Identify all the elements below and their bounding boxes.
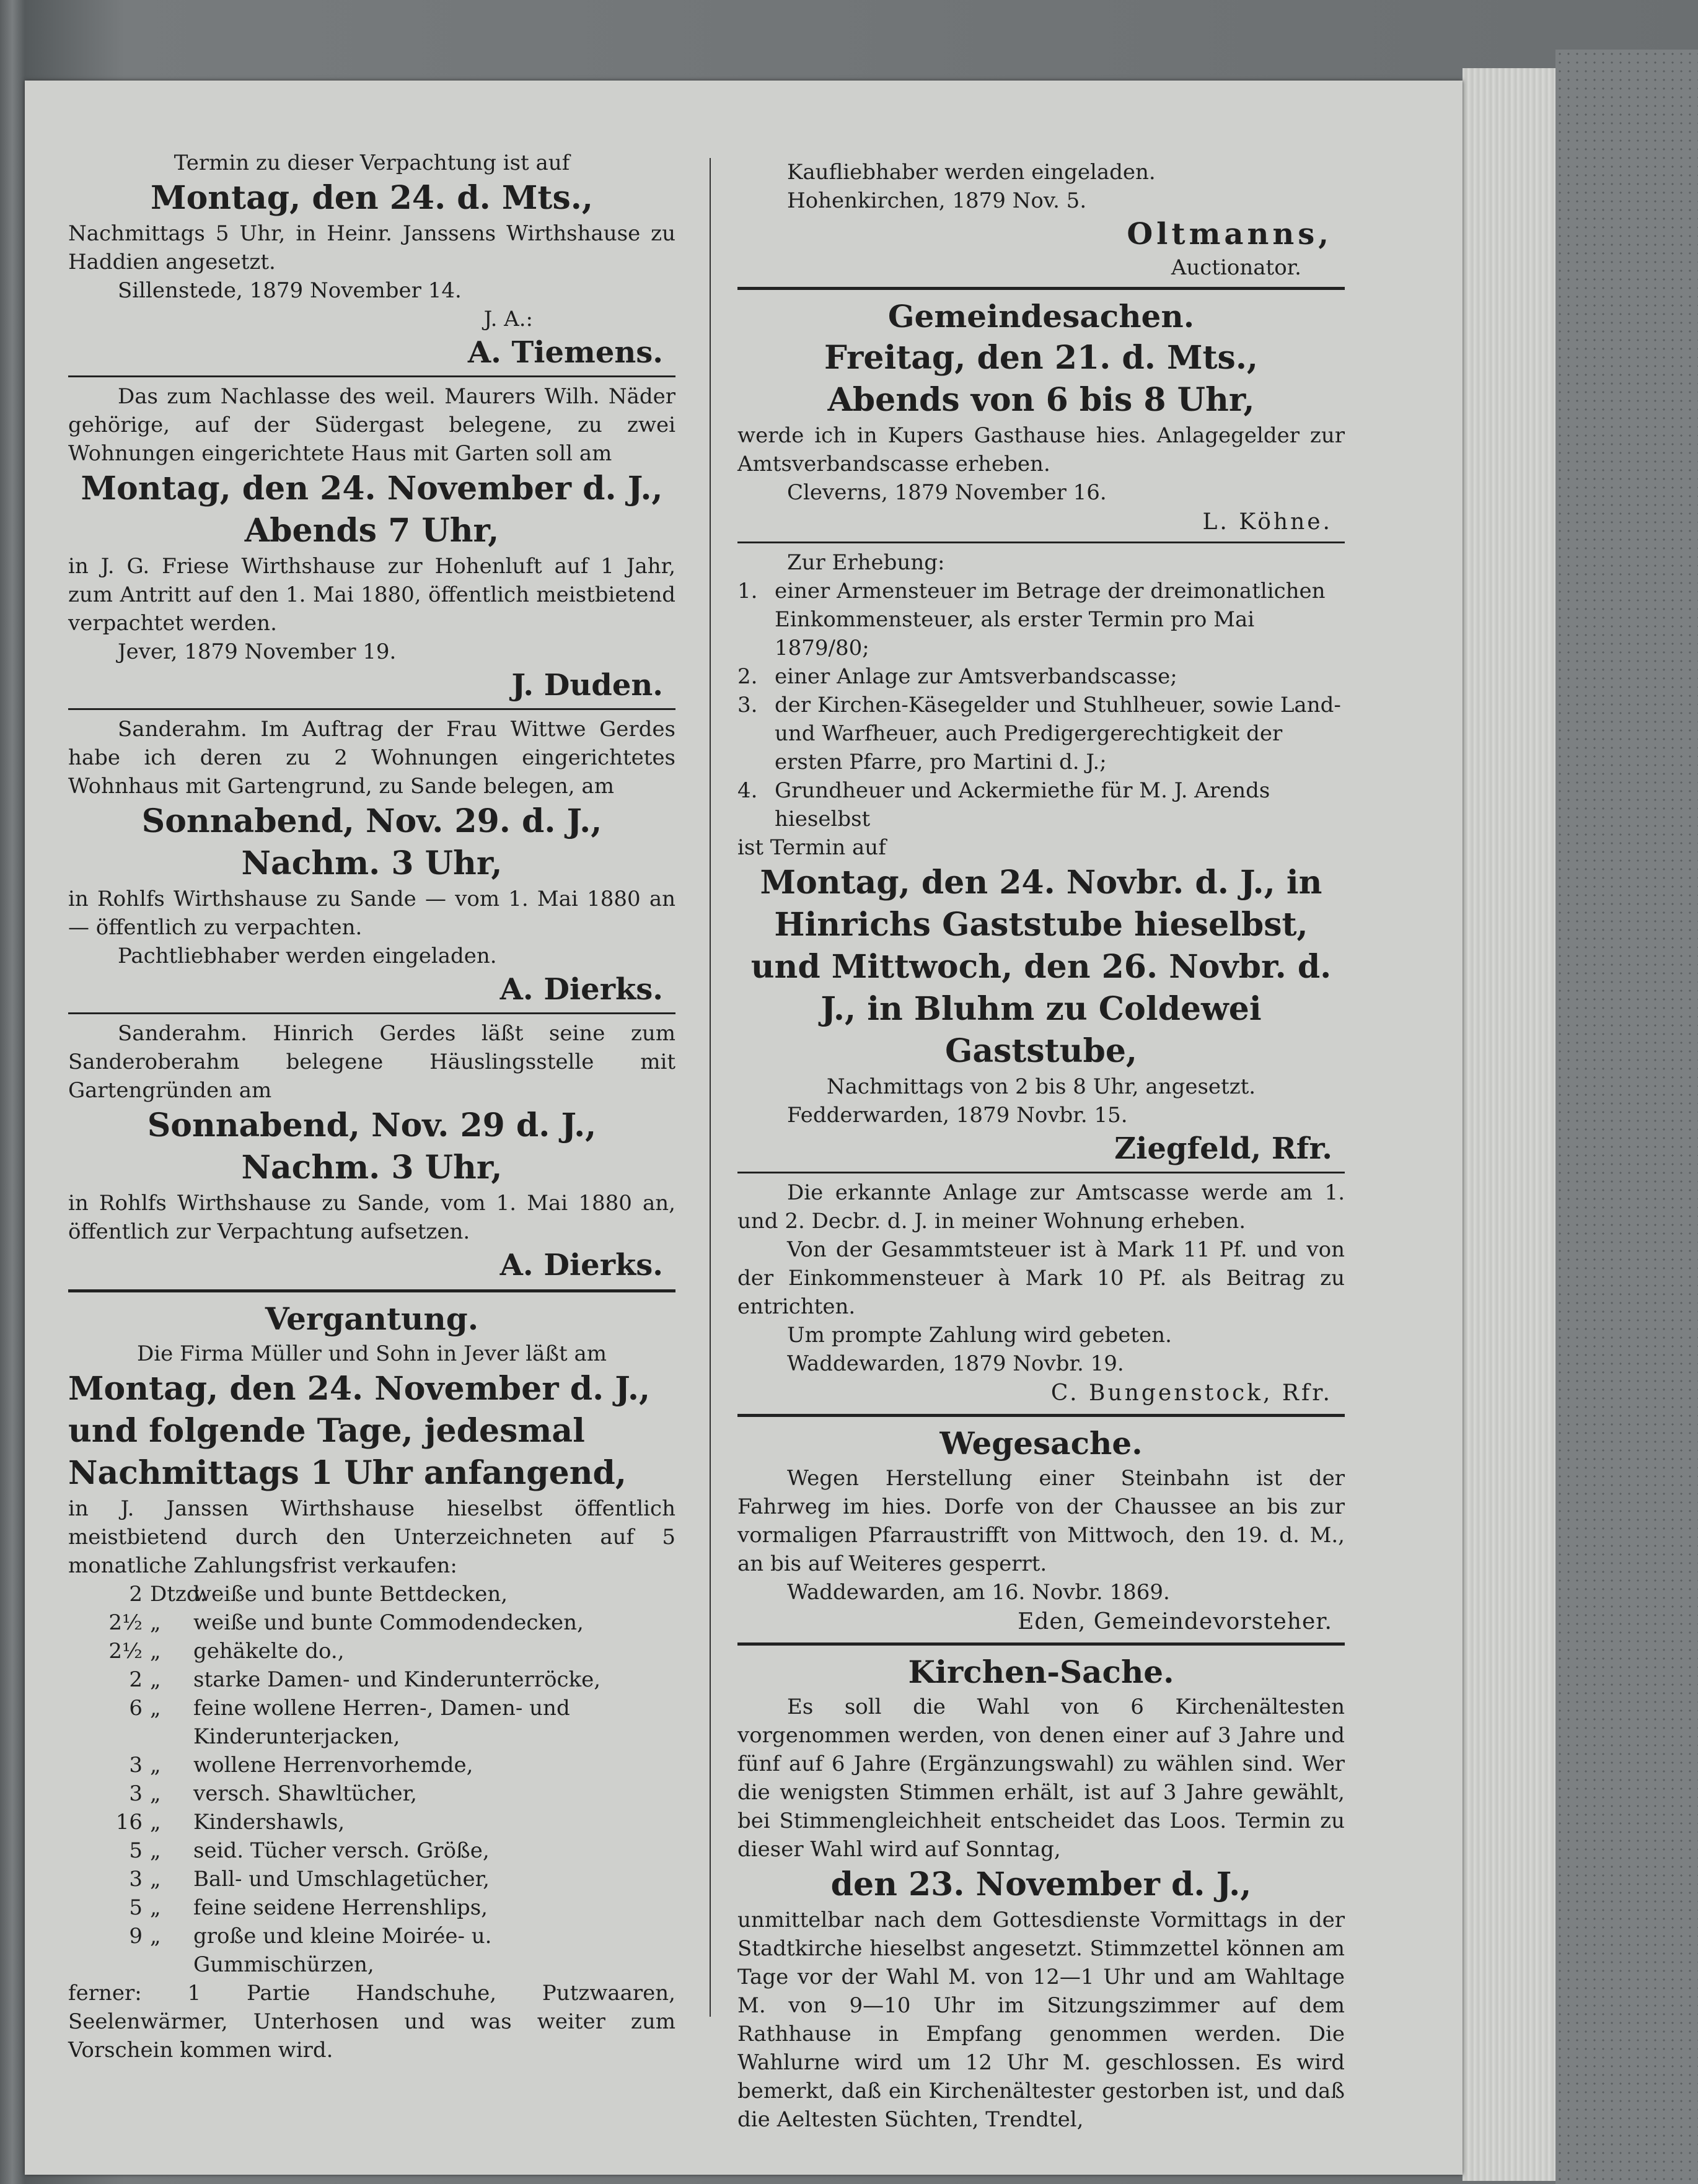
notice-sanderahm-1 [68,715,675,1009]
list-item [68,1751,675,1779]
list-item [737,577,1345,662]
item-quantity: 6 [129,1696,143,1721]
item-quantity: 16 [115,1810,143,1835]
item-unit: „ [150,1810,161,1835]
notice-ia: J. A.: [483,307,533,331]
notice-text: Das zum Nachlasse des weil. Maurers Wilh. Näder gehörige, auf der Südergast belegene, zu zwei Wohnungen eingerichtete Haus mit Garten soll am [68,384,675,466]
notice-vergantung [68,1299,675,2064]
notice-text: ferner: 1 Partie Handschuhe, Putzwaaren, Seelenwärmer, Unterhosen und was weiter zum Vorschein kommen wird. [68,1981,675,2063]
notice-gemeindesachen [737,296,1345,538]
list-item [737,662,1345,691]
right-column [737,158,1345,2134]
notice-time: Nachm. 3 Uhr, [241,844,503,882]
list-item [68,1694,675,1751]
item-text: Grundheuer und Ackermiethe für M. J. Arends hieselbst [775,778,1270,831]
separator-rule [737,1414,1345,1417]
separator-rule [737,1172,1345,1173]
numbered-list [737,577,1345,833]
notice-text: Wegen Herstellung einer Steinbahn ist der Fahrweg im hies. Dorfe von der Chaussee an bis zur vormaligen Pfarraustrifft von Mittwoch, den 19. d. M., an bis auf Weiteres gesperrt. [737,1466,1345,1576]
separator-rule [68,708,675,710]
section-heading: Kirchen-Sache. [908,1654,1174,1690]
notice-text: Um prompte Zahlung wird gebeten. [787,1323,1172,1348]
notice-text: ist Termin auf [737,835,886,860]
notice-text: Die erkannte Anlage zur Amtscasse werde am 1. und 2. Decbr. d. J. in meiner Wohnung erheben. [737,1180,1345,1234]
notice-text: Termin zu dieser Verpachtung ist auf [174,151,570,175]
item-number: 4. [737,778,758,803]
notice-text: in Rohlfs Wirthshause zu Sande, vom 1. Mai 1880 an, öffentlich zur Verpachtung aufsetzen. [68,1191,675,1244]
notice-time: Nachmittags von 2 bis 8 Uhr, angesetzt. [826,1074,1256,1099]
notice-date: Sonnabend, Nov. 29. d. J., [141,802,602,840]
notice-text: Die Firma Müller und Sohn in Jever läßt am [136,1341,607,1366]
notice-time: Abends von 6 bis 8 Uhr, [827,381,1255,419]
section-heading: Vergantung. [265,1300,479,1337]
item-quantity: 3 [129,1867,143,1892]
notice-signature: Eden, Gemeindevorsteher. [1018,1609,1332,1634]
notice-text: Kaufliebhaber werden eingeladen. [787,160,1156,185]
notice-time: Nachm. 3 Uhr, [241,1149,503,1186]
item-unit: „ [150,1867,161,1892]
notice-signature: A. Dierks. [499,972,663,1007]
notice-place-date: Jever, 1879 November 19. [118,639,397,664]
item-unit: Dtzd. [150,1582,207,1607]
item-text: feine seidene Herrenshlips, [193,1895,488,1920]
item-quantity: 3 [129,1781,143,1806]
list-item [68,1922,675,1979]
notice-text: Es soll die Wahl von 6 Kirchenältesten vorgenommen werden, von denen einer auf 3 Jahre und fünf auf 6 Jahre (Ergänzungswahl) zu wählen sind. Wer die wenigsten Stimmen erhält, ist auf 3 Jahre gewählt, bei Stimmengleichheit entscheidet das Loos. Termin zu dieser Wahl wird auf Sonntag, [737,1695,1345,1862]
notice-date: den 23. November d. J., [830,1866,1252,1903]
notice-place-date: Sillenstede, 1879 November 14. [118,278,462,303]
notice-signature: A. Dierks. [499,1248,663,1283]
item-unit: „ [150,1667,161,1692]
notice-sanderahm-2 [68,1019,675,1284]
notice-signature: Ziegfeld, Rfr. [1114,1131,1332,1166]
list-item [68,1637,675,1665]
notice-date: Montag, den 24. d. Mts., [151,179,593,217]
item-text: starke Damen- und Kinderunterröcke, [193,1667,601,1692]
item-unit: „ [150,1924,161,1949]
item-unit: „ [150,1781,161,1806]
notice-text: Sanderahm. Im Auftrag der Frau Wittwe Gerdes habe ich deren zu 2 Wohnungen eingerichtetes Wohnhaus mit Gartengrund, zu Sande belegen, am [68,717,675,799]
separator-rule [737,542,1345,543]
list-item [68,1665,675,1694]
item-text: wollene Herrenvorhemde, [193,1753,473,1778]
separator-rule [68,375,675,377]
item-unit: „ [150,1610,161,1635]
notice-place-date: Hohenkirchen, 1879 Nov. 5. [787,188,1087,213]
section-heading: Gemeindesachen. [887,298,1195,335]
separator-rule [68,1289,675,1292]
item-quantity: 5 [129,1838,143,1863]
item-list [68,1580,675,1979]
list-item [68,1893,675,1922]
notice-place-date: Waddewarden, 1879 Novbr. 19. [787,1351,1124,1376]
list-item [68,1580,675,1608]
notice-place-date: Fedderwarden, 1879 Novbr. 15. [787,1103,1128,1128]
list-item [737,776,1345,833]
section-heading: Wegesache. [939,1425,1143,1462]
notice-waddewarden-1 [737,1178,1345,1409]
notice-text: Von der Gesammtsteuer ist à Mark 11 Pf. und von der Einkommensteuer à Mark 10 Pf. als Beitrag zu entrichten. [737,1237,1345,1319]
notice-signature: L. Köhne. [1202,509,1332,535]
notice-signature: C. Bungenstock, Rfr. [1050,1380,1332,1406]
item-quantity: 3 [129,1753,143,1778]
notice-text: in J. G. Friese Wirthshause zur Hohenluft auf 1 Jahr, zum Antritt auf den 1. Mai 1880, öffentlich meistbietend verpachtet werden. [68,554,675,636]
notice-text: in Rohlfs Wirthshause zu Sande — vom 1. Mai 1880 an — öffentlich zu verpachten. [68,887,675,940]
column-divider [710,158,711,2017]
item-number: 2. [737,664,758,689]
notice-hohenkirchen [737,158,1345,282]
notice-fedderwarden [737,548,1345,1168]
item-text: einer Anlage zur Amtsverbandscasse; [775,664,1177,689]
notice-jever [68,382,675,704]
left-column [68,149,675,2064]
notice-place-date: Waddewarden, am 16. Novbr. 1869. [787,1580,1170,1605]
item-unit: „ [150,1838,161,1863]
notice-date: Montag, den 24. November d. J., [81,470,663,507]
item-text: versch. Shawltücher, [193,1781,417,1806]
item-text: Kindershawls, [193,1810,345,1835]
notice-date: Freitag, den 21. d. Mts., [824,339,1259,377]
item-text: weiße und bunte Bettdecken, [193,1582,508,1607]
notice-wegesache [737,1423,1345,1638]
notice-kirchen-sache [737,1652,1345,2134]
item-unit: „ [150,1895,161,1920]
item-text: seid. Tücher versch. Größe, [193,1838,490,1863]
notice-role: Auctionator. [1171,255,1301,280]
item-quantity: 2½ [108,1610,143,1635]
notice-text: Pachtliebhaber werden eingeladen. [118,944,497,968]
notice-sillenstede [68,149,675,372]
notice-date: Montag, den 24. Novbr. d. J., in Hinrichs Gaststube hieselbst, und Mittwoch, den 26. Novbr. d. J., in Bluhm zu Coldewei Gaststube, [750,864,1332,1070]
item-unit: „ [150,1696,161,1721]
notice-signature: A. Tiemens. [467,335,663,370]
item-number: 3. [737,693,758,717]
notice-text: Zur Erhebung: [787,550,945,575]
item-quantity: 5 [129,1895,143,1920]
item-quantity: 2 [129,1667,143,1692]
item-text: gehäkelte do., [193,1639,345,1664]
item-text: große und kleine Moirée- u. Gummischürzen, [193,1924,492,1977]
list-item [68,1836,675,1865]
item-quantity: 2 [129,1582,143,1607]
list-item [68,1608,675,1637]
notice-text: werde ich in Kupers Gasthause hies. Anlagegelder zur Amtsverbandscasse erheben. [737,423,1345,476]
notice-place-date: Cleverns, 1879 November 16. [787,480,1107,505]
item-quantity: 9 [129,1924,143,1949]
notice-text: Sanderahm. Hinrich Gerdes läßt seine zum Sanderoberahm belegene Häuslingsstelle mit Gartengründen am [68,1021,675,1103]
list-item [68,1865,675,1893]
separator-rule [737,287,1345,290]
page-edge-stack [1463,68,1555,2181]
item-unit: „ [150,1639,161,1664]
list-item [68,1808,675,1836]
item-text: weiße und bunte Commodendecken, [193,1610,584,1635]
notice-text: in J. Janssen Wirthshause hieselbst öffentlich meistbietend durch den Unterzeichneten auf 5 monatliche Zahlungsfrist verkaufen: [68,1496,675,1578]
item-text: Ball- und Umschlagetücher, [193,1867,490,1892]
item-text: feine wollene Herren-, Damen- und Kinderunterjacken, [193,1696,570,1749]
item-number: 1. [737,579,758,603]
item-text: der Kirchen-Käsegelder und Stuhlheuer, sowie Land- und Warfheuer, auch Predigergerechtigkeit der ersten Pfarre, pro Martini d. J.; [775,693,1341,774]
separator-rule [68,1012,675,1014]
notice-date: Montag, den 24. November d. J., und folgende Tage, jedesmal Nachmittags 1 Uhr anfangend, [68,1370,651,1492]
notice-text: Nachmittags 5 Uhr, in Heinr. Janssens Wirthshause zu Haddien angesetzt. [68,221,675,274]
notice-time: Abends 7 Uhr, [244,512,499,550]
list-item [68,1779,675,1808]
notice-signature: Oltmanns, [1127,217,1332,252]
notice-text: unmittelbar nach dem Gottesdienste Vormittags in der Stadtkirche hieselbst angesetzt. Stimmzettel können am Tage vor der Wahl M. von 12—1 Uhr und am Wahltage M. von 9—10 Uhr im Sitzungszimmer auf dem Rathhause in Empfang genommen werden. Die Wahlurne wird um 12 Uhr M. geschlossen. Es wird bemerkt, daß ein Kirchenältester gestorben ist, und daß die Aeltesten Süchten, Trendtel, [737,1908,1345,2132]
notice-signature: J. Duden. [511,668,663,703]
separator-rule [737,1642,1345,1646]
list-item [737,691,1345,776]
item-text: einer Armensteuer im Betrage der dreimonatlichen Einkommensteuer, als erster Termin pro Mai 1879/80; [775,579,1326,660]
binding-board [1555,50,1698,2184]
notice-date: Sonnabend, Nov. 29 d. J., [147,1107,597,1144]
item-quantity: 2½ [108,1639,143,1664]
item-unit: „ [150,1753,161,1778]
